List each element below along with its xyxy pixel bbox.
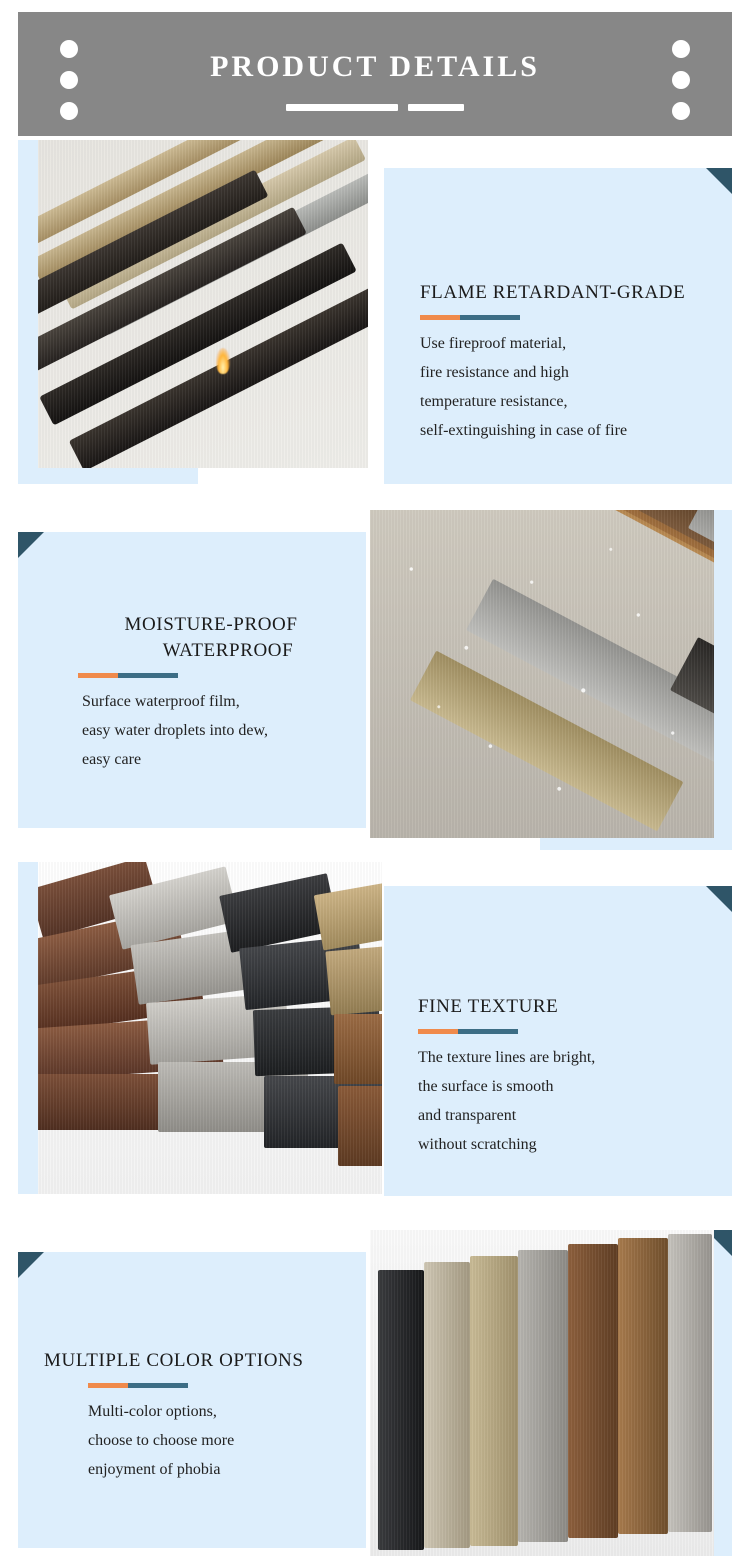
- feature-body-line: choose to choose more: [88, 1432, 235, 1449]
- feature-body: [82, 687, 366, 774]
- feature-text-moisture-proof: [56, 612, 366, 774]
- rule-segment: [286, 104, 398, 111]
- feature-body-line: self-extinguishing in case of fire: [420, 422, 628, 439]
- feature-text-flame-retardant: [420, 280, 720, 445]
- feature-title: MOISTURE-PROOF: [124, 614, 298, 635]
- feature-body-line: without scratching: [418, 1136, 537, 1153]
- divider: [420, 315, 520, 320]
- feature-body-line: and transparent: [418, 1107, 517, 1124]
- page-title: PRODUCT DETAILS: [210, 50, 540, 83]
- feature-text-fine-texture: [418, 994, 718, 1159]
- corner-tab-icon: [706, 168, 732, 194]
- header-rule: [286, 104, 464, 111]
- feature-body: [88, 1397, 364, 1484]
- divider: [418, 1029, 518, 1034]
- feature-body-line: temperature resistance,: [420, 393, 568, 410]
- corner-tab-icon: [18, 1252, 44, 1278]
- corner-tab-icon: [706, 886, 732, 912]
- feature-image-moisture-proof: [370, 510, 714, 838]
- flame-icon: [216, 348, 230, 374]
- feature-image-flame-retardant: [38, 140, 368, 468]
- rule-segment: [408, 104, 464, 111]
- feature-body-line: Surface waterproof film,: [82, 693, 240, 710]
- corner-tab-icon: [18, 532, 44, 558]
- water-droplets: [370, 510, 714, 838]
- feature-body-line: the surface is smooth: [418, 1078, 554, 1095]
- feature-text-multiple-colors: [44, 1348, 364, 1484]
- divider: [88, 1383, 188, 1388]
- feature-body-line: enjoyment of phobia: [88, 1461, 221, 1478]
- feature-title: FINE TEXTURE: [418, 996, 559, 1017]
- feature-title-line-2: WATERPROOF: [162, 640, 294, 661]
- feature-image-multiple-colors: [370, 1230, 714, 1556]
- header-banner: [18, 12, 732, 136]
- divider: [78, 673, 178, 678]
- feature-title: FLAME RETARDANT-GRADE: [420, 282, 686, 303]
- dot-icon: [60, 102, 78, 120]
- dot-icon: [672, 102, 690, 120]
- feature-body-line: Multi-color options,: [88, 1403, 217, 1420]
- feature-body-line: Use fireproof material,: [420, 335, 567, 352]
- feature-body-line: easy care: [82, 751, 142, 768]
- feature-body: [418, 1043, 718, 1159]
- feature-image-fine-texture: [38, 862, 382, 1194]
- feature-body: [420, 329, 720, 445]
- feature-body-line: easy water droplets into dew,: [82, 722, 269, 739]
- feature-body-line: fire resistance and high: [420, 364, 569, 381]
- feature-title: MULTIPLE COLOR OPTIONS: [44, 1350, 304, 1371]
- feature-body-line: The texture lines are bright,: [418, 1049, 596, 1066]
